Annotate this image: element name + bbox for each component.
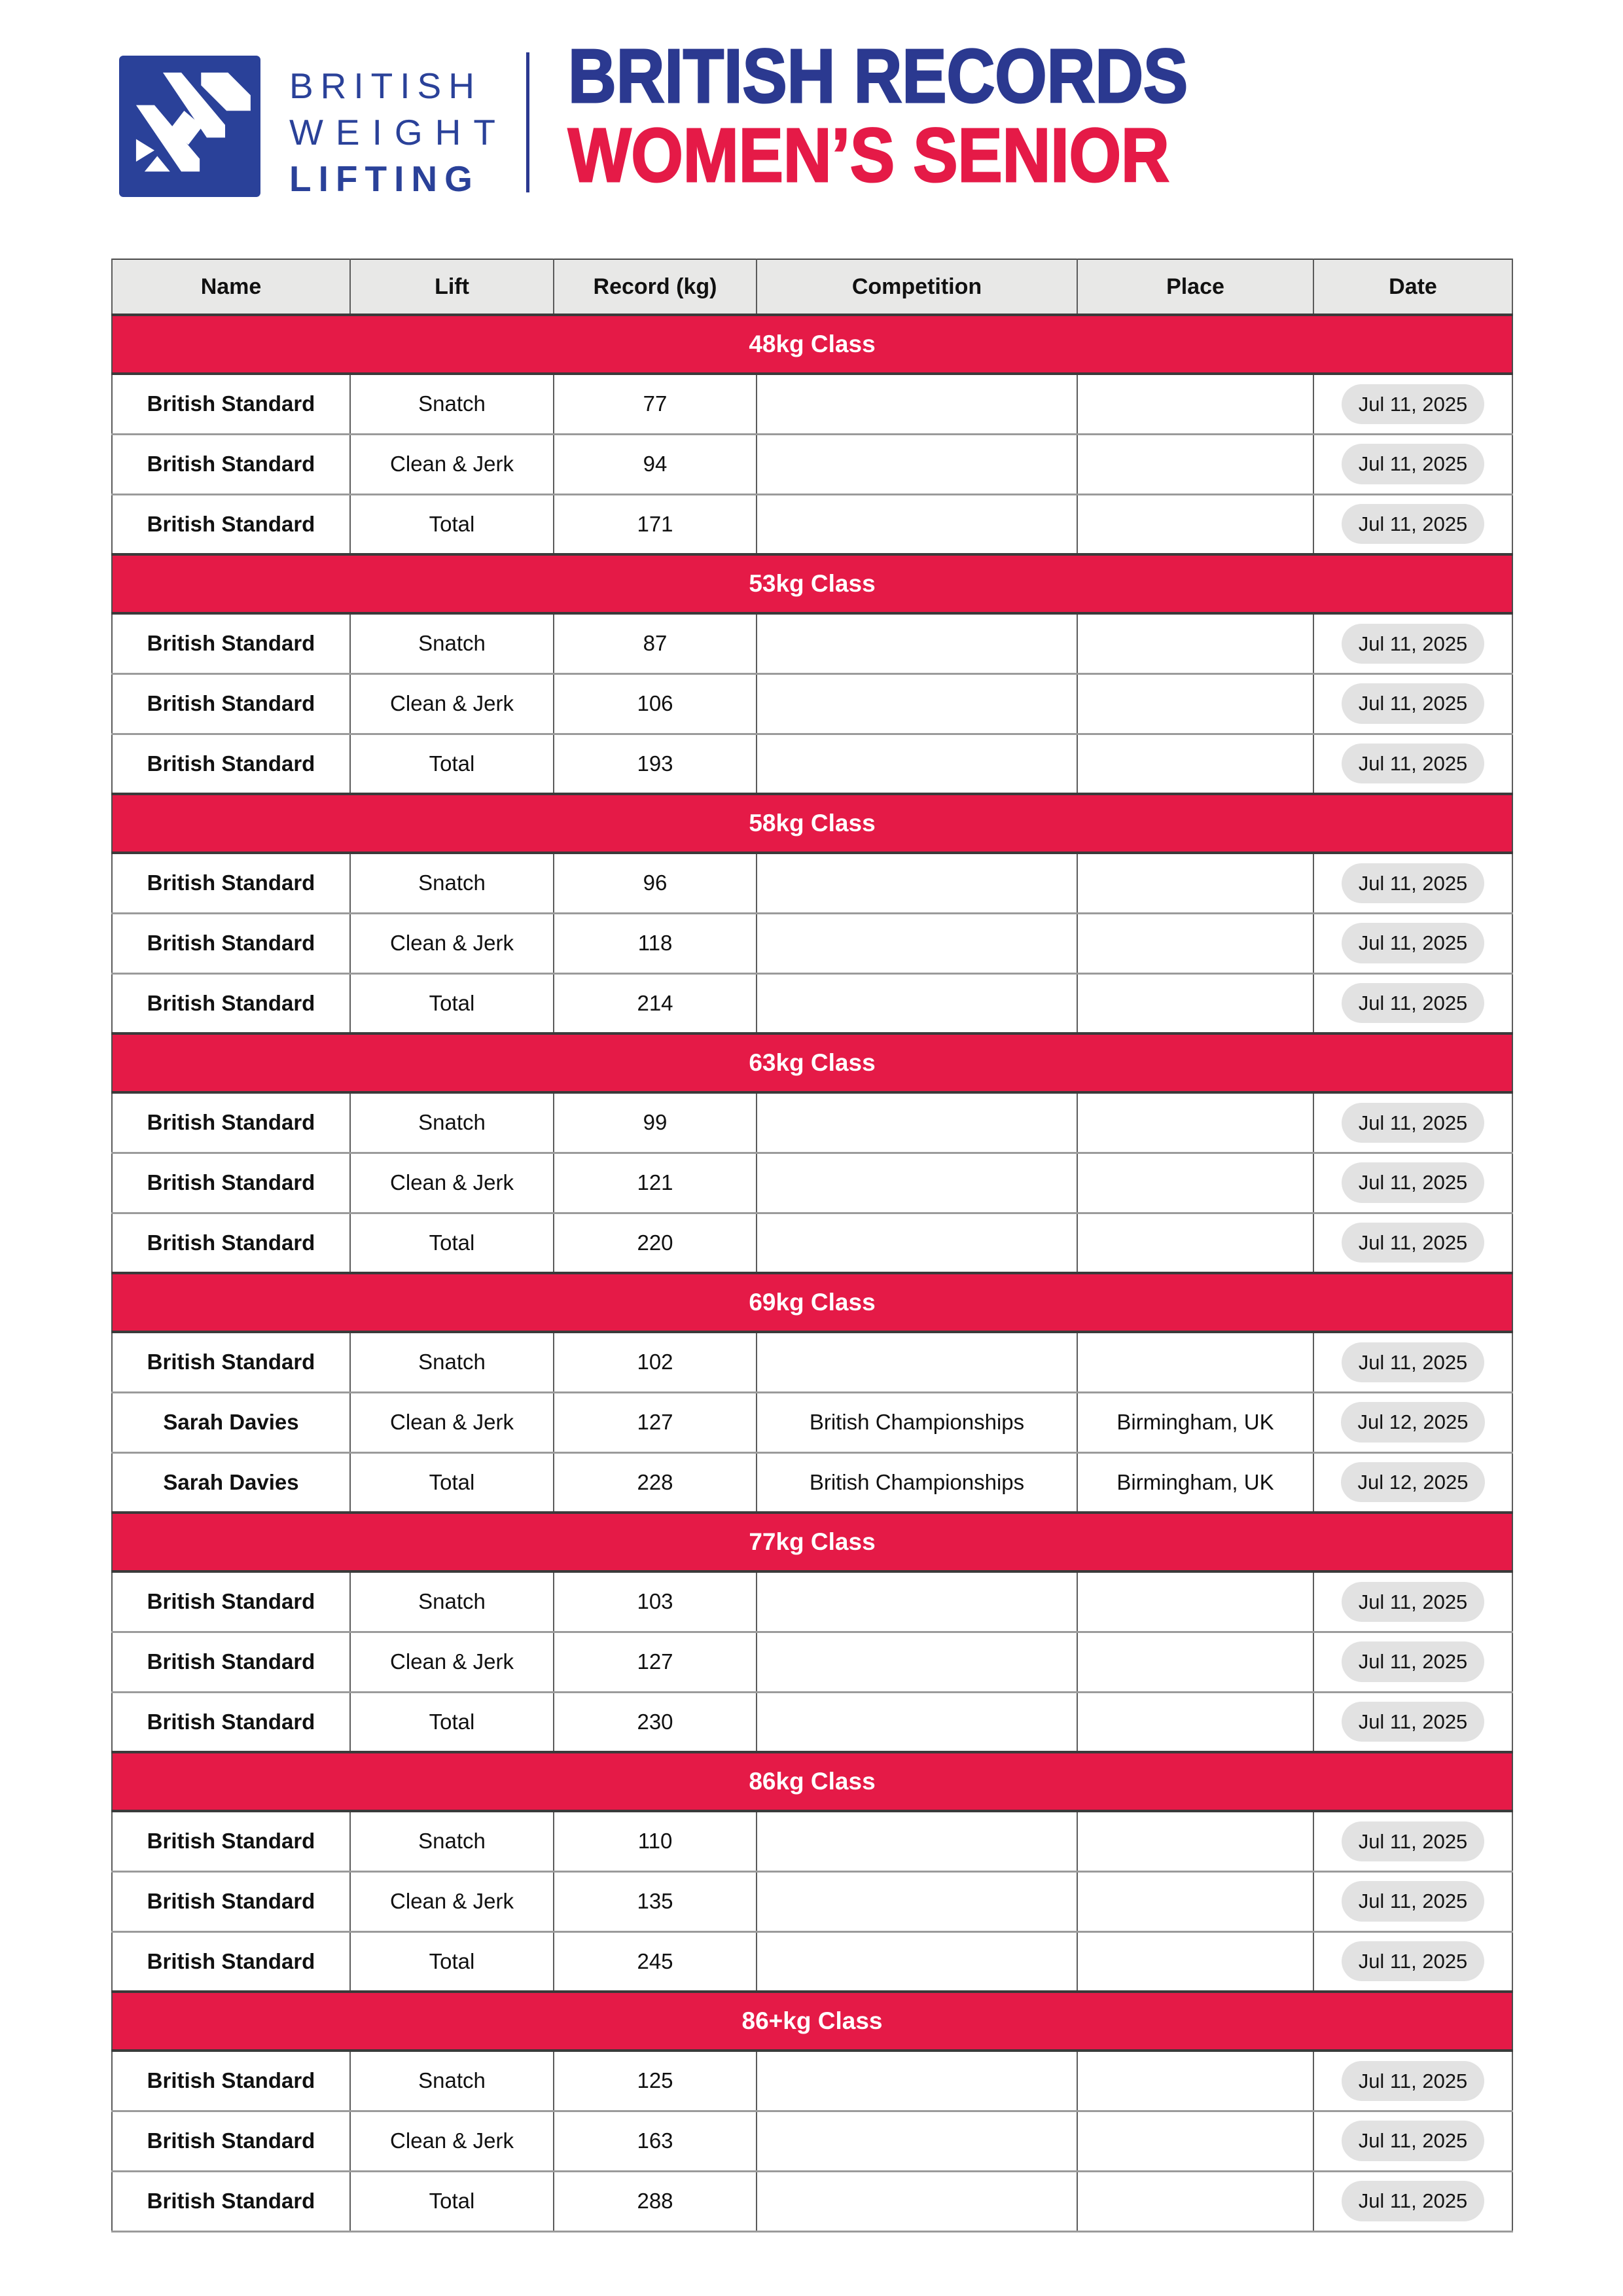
record-cell: 193 (554, 734, 757, 794)
competition-cell (757, 1092, 1077, 1153)
record-row (112, 374, 1512, 434)
record-row (112, 1092, 1512, 1153)
name-cell: British Standard (112, 1632, 350, 1692)
date-badge: Jul 11, 2025 (1342, 504, 1485, 544)
name-cell: British Standard (112, 2171, 350, 2231)
date-badge: Jul 11, 2025 (1342, 624, 1485, 664)
name-cell: British Standard (112, 613, 350, 673)
name-cell: Sarah Davies (112, 1392, 350, 1452)
column-header-place: Place (1077, 259, 1313, 315)
date-badge: Jul 11, 2025 (1342, 1342, 1485, 1382)
record-cell: 110 (554, 1811, 757, 1871)
date-badge: Jul 11, 2025 (1342, 1223, 1485, 1263)
place-cell (1077, 2111, 1313, 2171)
name-cell: British Standard (112, 673, 350, 734)
name-cell: British Standard (112, 434, 350, 494)
column-header-lift: Lift (350, 259, 554, 315)
date-cell (1313, 2171, 1512, 2231)
date-cell (1313, 1332, 1512, 1392)
lift-cell: Snatch (350, 374, 554, 434)
competition-cell (757, 1871, 1077, 1931)
place-cell (1077, 913, 1313, 973)
record-row (112, 1811, 1512, 1871)
name-cell: British Standard (112, 1811, 350, 1871)
name-cell: British Standard (112, 1571, 350, 1632)
class-band-label: 69kg Class (112, 1273, 1512, 1332)
lift-cell: Total (350, 1931, 554, 1992)
date-badge: Jul 11, 2025 (1342, 384, 1485, 424)
record-cell: 127 (554, 1632, 757, 1692)
competition-cell (757, 1692, 1077, 1752)
lift-cell: Total (350, 1692, 554, 1752)
date-cell (1313, 1153, 1512, 1213)
date-cell (1313, 1871, 1512, 1931)
record-row (112, 2111, 1512, 2171)
column-header-date: Date (1313, 259, 1512, 315)
record-row (112, 1452, 1512, 1513)
name-cell: British Standard (112, 2051, 350, 2111)
class-band-label: 58kg Class (112, 794, 1512, 853)
class-band-row (112, 1513, 1512, 1571)
column-header-record-kg: Record (kg) (554, 259, 757, 315)
class-band-row (112, 554, 1512, 613)
competition-cell (757, 1213, 1077, 1273)
table-head (112, 259, 1512, 315)
lift-cell: Clean & Jerk (350, 1632, 554, 1692)
record-row (112, 1571, 1512, 1632)
record-row (112, 1213, 1512, 1273)
name-cell: British Standard (112, 1332, 350, 1392)
lift-cell: Snatch (350, 1571, 554, 1632)
competition-cell (757, 2171, 1077, 2231)
class-band-label: 63kg Class (112, 1033, 1512, 1092)
competition-cell: British Championships (757, 1392, 1077, 1452)
record-row (112, 613, 1512, 673)
lift-cell: Snatch (350, 1811, 554, 1871)
competition-cell (757, 1931, 1077, 1992)
table-header-row (112, 259, 1512, 315)
date-badge: Jul 11, 2025 (1342, 1821, 1485, 1861)
record-cell: 94 (554, 434, 757, 494)
lift-cell: Total (350, 734, 554, 794)
name-cell: British Standard (112, 1692, 350, 1752)
date-cell (1313, 1571, 1512, 1632)
competition-cell (757, 613, 1077, 673)
record-row (112, 1392, 1512, 1452)
lift-cell: Clean & Jerk (350, 913, 554, 973)
date-cell (1313, 1931, 1512, 1992)
record-cell: 96 (554, 853, 757, 913)
lift-cell: Total (350, 1213, 554, 1273)
class-band-row (112, 1033, 1512, 1092)
date-badge: Jul 11, 2025 (1342, 1582, 1485, 1622)
place-cell (1077, 973, 1313, 1033)
record-cell: 99 (554, 1092, 757, 1153)
column-header-name: Name (112, 259, 350, 315)
class-band-row (112, 1752, 1512, 1811)
lift-cell: Clean & Jerk (350, 1153, 554, 1213)
record-cell: 106 (554, 673, 757, 734)
header-divider (526, 52, 529, 192)
record-cell: 121 (554, 1153, 757, 1213)
record-row (112, 1332, 1512, 1392)
date-badge: Jul 11, 2025 (1342, 923, 1485, 963)
column-header-competition: Competition (757, 259, 1077, 315)
name-cell: British Standard (112, 374, 350, 434)
lift-cell: Total (350, 1452, 554, 1513)
date-cell (1313, 1811, 1512, 1871)
name-cell: British Standard (112, 1931, 350, 1992)
record-cell: 163 (554, 2111, 757, 2171)
record-row (112, 494, 1512, 554)
competition-cell (757, 673, 1077, 734)
table-body (112, 315, 1512, 2231)
records-table (111, 259, 1513, 2233)
place-cell (1077, 1931, 1313, 1992)
bwl-logo-icon (119, 56, 260, 197)
date-badge: Jul 11, 2025 (1342, 2121, 1485, 2161)
record-row (112, 2171, 1512, 2231)
place-cell (1077, 1811, 1313, 1871)
name-cell: British Standard (112, 2111, 350, 2171)
competition-cell (757, 1153, 1077, 1213)
record-row (112, 434, 1512, 494)
record-row (112, 1153, 1512, 1213)
record-cell: 125 (554, 2051, 757, 2111)
class-band-label: 86+kg Class (112, 1992, 1512, 2051)
date-badge: Jul 11, 2025 (1342, 1941, 1485, 1981)
lift-cell: Total (350, 494, 554, 554)
place-cell (1077, 1153, 1313, 1213)
name-cell: British Standard (112, 1871, 350, 1931)
lift-cell: Snatch (350, 853, 554, 913)
date-badge: Jul 11, 2025 (1342, 1103, 1485, 1143)
place-cell (1077, 374, 1313, 434)
date-cell (1313, 1392, 1512, 1452)
date-badge: Jul 11, 2025 (1342, 744, 1485, 783)
date-cell (1313, 1452, 1512, 1513)
place-cell (1077, 1871, 1313, 1931)
date-badge: Jul 12, 2025 (1341, 1402, 1486, 1442)
record-row (112, 1871, 1512, 1931)
date-cell (1313, 2051, 1512, 2111)
competition-cell (757, 1811, 1077, 1871)
competition-cell (757, 853, 1077, 913)
place-cell (1077, 2051, 1313, 2111)
lift-cell: Snatch (350, 1092, 554, 1153)
competition-cell: British Championships (757, 1452, 1077, 1513)
date-badge: Jul 11, 2025 (1342, 1702, 1485, 1742)
record-cell: 127 (554, 1392, 757, 1452)
date-cell (1313, 913, 1512, 973)
place-cell (1077, 1332, 1313, 1392)
place-cell (1077, 434, 1313, 494)
bwl-wordmark (289, 63, 508, 202)
name-cell: British Standard (112, 734, 350, 794)
date-cell (1313, 613, 1512, 673)
place-cell (1077, 1213, 1313, 1273)
competition-cell (757, 734, 1077, 794)
date-cell (1313, 2111, 1512, 2171)
date-badge: Jul 11, 2025 (1342, 444, 1485, 484)
record-cell: 103 (554, 1571, 757, 1632)
place-cell: Birmingham, UK (1077, 1452, 1313, 1513)
date-cell (1313, 734, 1512, 794)
record-cell: 214 (554, 973, 757, 1033)
competition-cell (757, 434, 1077, 494)
record-row (112, 734, 1512, 794)
date-badge: Jul 11, 2025 (1342, 1641, 1485, 1681)
class-band-label: 86kg Class (112, 1752, 1512, 1811)
class-band-row (112, 1992, 1512, 2051)
record-cell: 220 (554, 1213, 757, 1273)
record-row (112, 913, 1512, 973)
name-cell: British Standard (112, 494, 350, 554)
competition-cell (757, 1571, 1077, 1632)
competition-cell (757, 1332, 1077, 1392)
page-title: BRITISH RECORDS (568, 33, 1188, 118)
class-band-row (112, 794, 1512, 853)
competition-cell (757, 913, 1077, 973)
date-badge: Jul 12, 2025 (1341, 1462, 1486, 1502)
date-cell (1313, 1213, 1512, 1273)
class-band-label: 48kg Class (112, 315, 1512, 374)
date-badge: Jul 11, 2025 (1342, 2181, 1485, 2221)
place-cell (1077, 2171, 1313, 2231)
place-cell (1077, 1692, 1313, 1752)
page-subtitle: WOMEN’S SENIOR (568, 113, 1169, 198)
lift-cell: Total (350, 973, 554, 1033)
competition-cell (757, 374, 1077, 434)
record-cell: 102 (554, 1332, 757, 1392)
date-badge: Jul 11, 2025 (1342, 2061, 1485, 2101)
lift-cell: Clean & Jerk (350, 673, 554, 734)
place-cell (1077, 853, 1313, 913)
lift-cell: Clean & Jerk (350, 434, 554, 494)
name-cell: British Standard (112, 1092, 350, 1153)
date-cell (1313, 853, 1512, 913)
lift-cell: Total (350, 2171, 554, 2231)
competition-cell (757, 2111, 1077, 2171)
class-band-row (112, 1273, 1512, 1332)
place-cell (1077, 613, 1313, 673)
date-cell (1313, 673, 1512, 734)
record-row (112, 1931, 1512, 1992)
lift-cell: Clean & Jerk (350, 1871, 554, 1931)
lift-cell: Clean & Jerk (350, 2111, 554, 2171)
class-band-label: 53kg Class (112, 554, 1512, 613)
class-band-row (112, 315, 1512, 374)
date-cell (1313, 1092, 1512, 1153)
name-cell: British Standard (112, 973, 350, 1033)
date-badge: Jul 11, 2025 (1342, 983, 1485, 1023)
record-row (112, 1692, 1512, 1752)
class-band-label: 77kg Class (112, 1513, 1512, 1571)
wordmark-line-weight: WEIGHT (289, 112, 508, 152)
wordmark-line-lifting: LIFTING (289, 158, 480, 199)
lift-cell: Snatch (350, 2051, 554, 2111)
record-row (112, 2051, 1512, 2111)
name-cell: British Standard (112, 1153, 350, 1213)
record-cell: 118 (554, 913, 757, 973)
place-cell (1077, 1092, 1313, 1153)
record-row (112, 973, 1512, 1033)
record-row (112, 1632, 1512, 1692)
date-cell (1313, 973, 1512, 1033)
date-badge: Jul 11, 2025 (1342, 1162, 1485, 1202)
record-cell: 171 (554, 494, 757, 554)
record-cell: 288 (554, 2171, 757, 2231)
place-cell (1077, 1571, 1313, 1632)
record-cell: 230 (554, 1692, 757, 1752)
name-cell: British Standard (112, 853, 350, 913)
date-badge: Jul 11, 2025 (1342, 683, 1485, 723)
record-cell: 77 (554, 374, 757, 434)
date-cell (1313, 1632, 1512, 1692)
date-cell (1313, 374, 1512, 434)
date-badge: Jul 11, 2025 (1342, 1881, 1485, 1921)
record-cell: 228 (554, 1452, 757, 1513)
record-cell: 135 (554, 1871, 757, 1931)
place-cell (1077, 494, 1313, 554)
place-cell (1077, 673, 1313, 734)
lift-cell: Snatch (350, 613, 554, 673)
date-cell (1313, 494, 1512, 554)
title-block (568, 33, 1272, 198)
record-cell: 245 (554, 1931, 757, 1992)
competition-cell (757, 1632, 1077, 1692)
name-cell: British Standard (112, 1213, 350, 1273)
record-row (112, 853, 1512, 913)
place-cell (1077, 734, 1313, 794)
competition-cell (757, 973, 1077, 1033)
date-cell (1313, 1692, 1512, 1752)
name-cell: Sarah Davies (112, 1452, 350, 1513)
competition-cell (757, 494, 1077, 554)
wordmark-line-british: BRITISH (289, 65, 482, 106)
name-cell: British Standard (112, 913, 350, 973)
competition-cell (757, 2051, 1077, 2111)
date-cell (1313, 434, 1512, 494)
place-cell (1077, 1632, 1313, 1692)
record-row (112, 673, 1512, 734)
date-badge: Jul 11, 2025 (1342, 863, 1485, 903)
lift-cell: Snatch (350, 1332, 554, 1392)
place-cell: Birmingham, UK (1077, 1392, 1313, 1452)
lift-cell: Clean & Jerk (350, 1392, 554, 1452)
record-cell: 87 (554, 613, 757, 673)
